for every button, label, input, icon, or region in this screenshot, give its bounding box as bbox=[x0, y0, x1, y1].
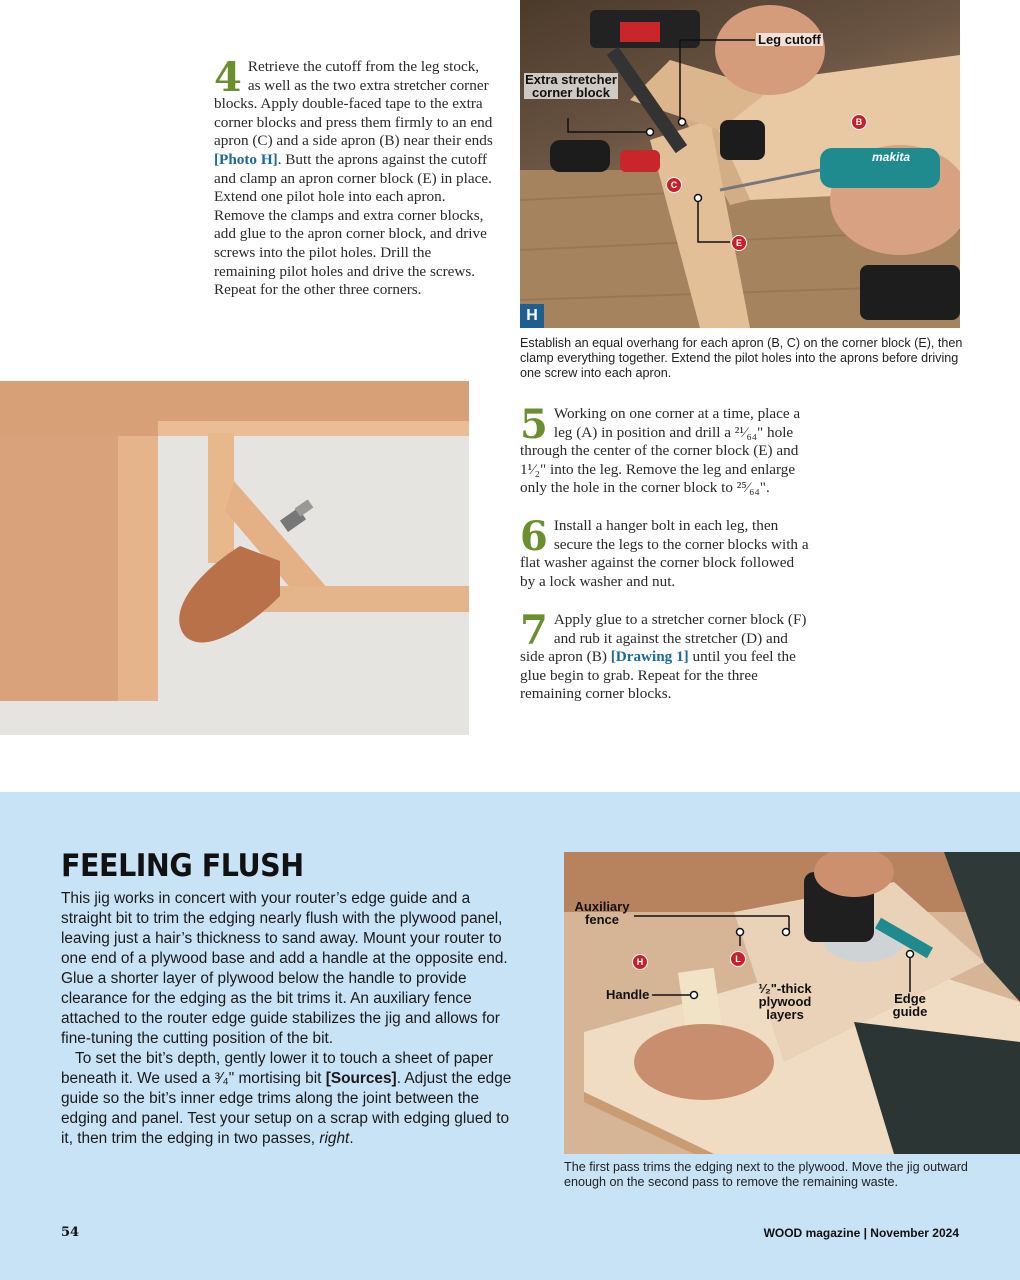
step-text: Install a hanger bolt in each leg, then secure the legs to the corner blocks with a flat washer against the corner block followed by a lock washer and nut. bbox=[520, 517, 809, 590]
drill-brand: makita bbox=[872, 150, 911, 164]
label-leg-cutoff: Leg cutoff bbox=[758, 32, 821, 47]
step-text-cont: . Butt the aprons against the cutoff and clamp an apron corner block (E) in place. Extend one pilot hole into each apron. Remove the clamps and extra corner blocks, add glue to the apron corner block, and drive screws into the pilot holes. Drill the remaining pilot holes and drive the screws. Repeat for the other three corners. bbox=[214, 150, 492, 299]
feature-p2-mid: . Adjust the edge guide so the bit’s inner edge trims along the joint between the edging and panel. Test your setup on a scrap with edging glued to it, then trim the edging in two passes, bbox=[61, 1070, 512, 1147]
footer-publication: magazine | November 2024 bbox=[802, 1226, 959, 1240]
label-edge-guide: Edge guide bbox=[892, 991, 928, 1019]
sources-reference: [Sources] bbox=[325, 1070, 397, 1087]
feature-p2-italic: right bbox=[319, 1130, 350, 1147]
pin-e: E bbox=[731, 235, 747, 251]
feature-p2-text: To set the bit’s depth, gently lower it to touch a sheet of paper beneath it. We used a ³⁄₄" mortising bit bbox=[61, 1050, 494, 1087]
step-number: 6 bbox=[520, 513, 548, 560]
drawing-reference: [Drawing 1] bbox=[610, 648, 689, 666]
label-auxiliary-fence: Auxiliary fence bbox=[574, 899, 630, 927]
photo-h-illustration bbox=[520, 0, 960, 328]
feature-p2-end: . bbox=[349, 1130, 354, 1147]
footer-credit bbox=[764, 1226, 959, 1240]
pin-c: C bbox=[666, 177, 682, 193]
step-text: Retrieve the cutoff from the leg stock, as well as the two extra stretcher corner blocks. Apply double-faced tape to the extra corner blocks and press them firmly to an end apron (C) and a side apron (B) near their ends bbox=[214, 58, 493, 150]
corner-block-photo bbox=[0, 381, 469, 735]
step-5 bbox=[520, 401, 810, 498]
step-4 bbox=[214, 54, 494, 300]
label-extra-stretcher-block: Extra stretcher corner block bbox=[525, 72, 617, 100]
label-plywood-layers: ¹⁄₂"-thick plywood layers bbox=[758, 981, 812, 1022]
step-number: 4 bbox=[214, 54, 242, 101]
corner-block-illustration bbox=[0, 381, 469, 735]
page-number: 54 bbox=[61, 1225, 80, 1240]
jig-photo-caption: The first pass trims the edging next to the plywood. Move the jig outward enough on the second pass to remove the remaining waste. bbox=[564, 1160, 968, 1189]
step-text: Apply glue to a stretcher corner block (F) and rub it against the stretcher (D) and side apron (B) bbox=[520, 611, 807, 666]
step-6 bbox=[520, 513, 810, 591]
feature-paragraph-2 bbox=[61, 1049, 521, 1149]
photo-h-caption: Establish an equal overhang for each apron (B, C) on the corner block (E), then clamp everything together. Extend the pilot holes into the aprons before driving one screw into each apron. bbox=[520, 336, 963, 380]
jig-photo bbox=[564, 852, 1020, 1154]
photo-tag-h: H bbox=[520, 304, 544, 328]
pin-h: H bbox=[632, 954, 648, 970]
pin-b: B bbox=[851, 114, 867, 130]
photo-h bbox=[520, 0, 960, 328]
footer-brand: WOOD bbox=[763, 1226, 803, 1240]
step-number: 5 bbox=[520, 401, 548, 448]
step-text: Working on one corner at a time, place a leg (A) in position and drill a ²¹⁄₆₄" hole through the center of the corner block (E) and 1¹⁄₂" into the leg. Remove the leg and enlarge only the hole in the corner block to ²⁵⁄₆₄". bbox=[520, 405, 801, 497]
photo-reference: [Photo H] bbox=[214, 150, 278, 168]
feature-body bbox=[61, 889, 521, 1149]
step-7 bbox=[520, 607, 810, 704]
feature-paragraph-1: This jig works in concert with your router’s edge guide and a straight bit to trim the edging nearly flush with the plywood panel, leaving just a hair’s thickness to sand away. Mount your router to one end of a plywood base and add a handle at the opposite end. Glue a shorter layer of plywood below the handle to provide clearance for the edging as the bit trims it. An auxiliary fence attached to the router edge guide stabilizes the jig and allows for fine-tuning the cutting position of the bit. bbox=[61, 890, 508, 1047]
step-text-cont: until you feel the glue begin to grab. Repeat for the three remaining corner blocks. bbox=[520, 648, 796, 703]
label-handle: Handle bbox=[606, 987, 650, 1002]
pin-l: L bbox=[730, 951, 746, 967]
feature-title: FEELING FLUSH bbox=[61, 848, 304, 884]
step-number: 7 bbox=[520, 607, 548, 654]
